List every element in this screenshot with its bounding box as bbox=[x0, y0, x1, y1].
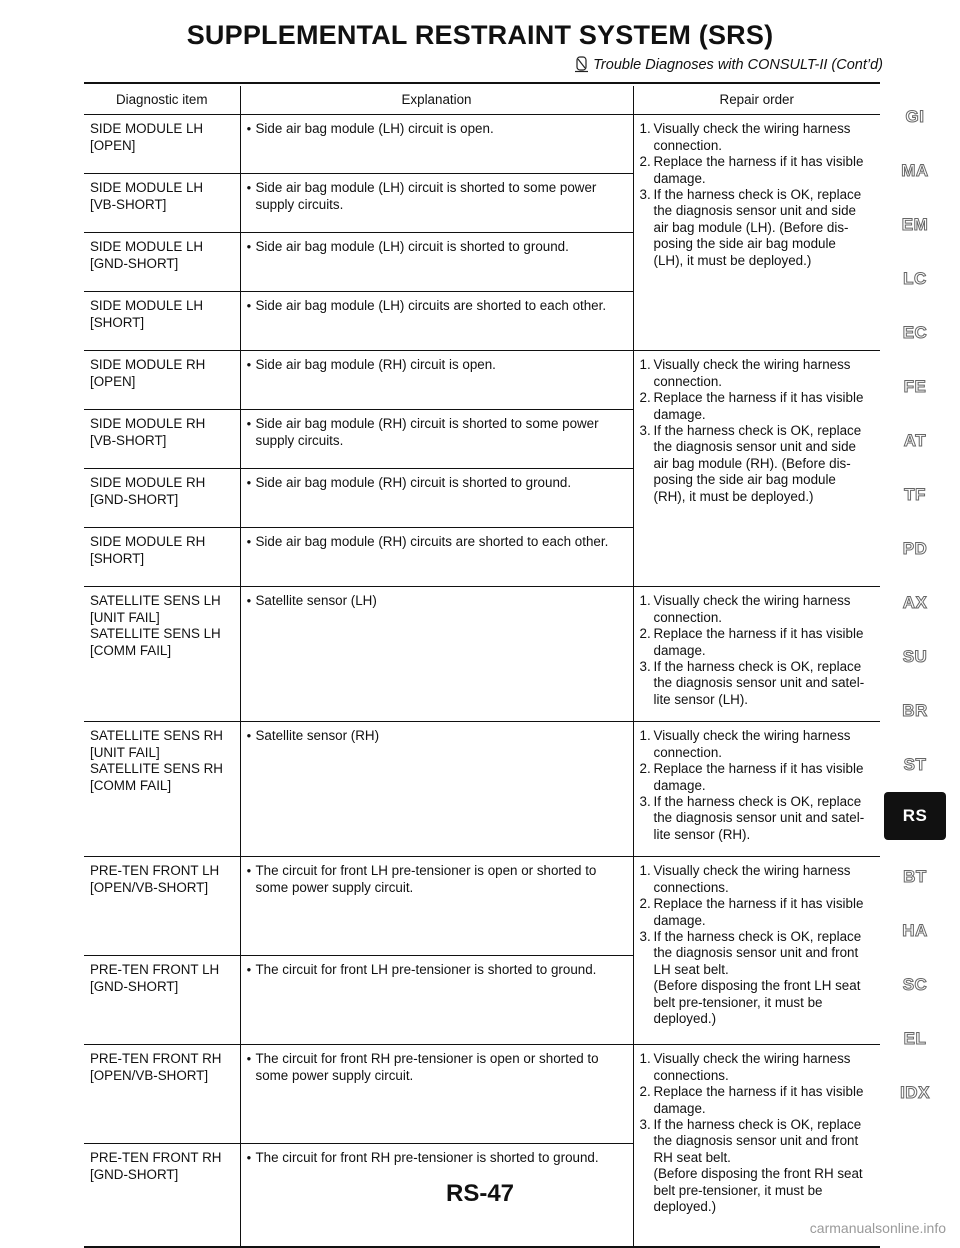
explanation-cell bbox=[240, 351, 633, 410]
section-tab-ec[interactable]: EC bbox=[902, 323, 928, 342]
repair-line: connections. bbox=[653, 1067, 729, 1083]
repair-line: Replace the harness if it has visible bbox=[653, 761, 864, 777]
repair-step-text bbox=[654, 593, 875, 626]
repair-line: damage. bbox=[653, 170, 706, 186]
repair-step-text bbox=[654, 659, 875, 708]
repair-step-text bbox=[654, 896, 875, 929]
diagnostic-item-line: [GND-SHORT] bbox=[90, 978, 179, 994]
diagnostic-item-line: [COMM FAIL] bbox=[90, 777, 172, 793]
repair-step bbox=[640, 121, 875, 154]
repair-step bbox=[640, 187, 875, 269]
section-tab-bt[interactable]: BT bbox=[903, 867, 927, 886]
bullet-icon: ● bbox=[246, 866, 252, 876]
explanation-text bbox=[256, 593, 377, 609]
explanation-bullet bbox=[247, 1150, 627, 1166]
explanation-text bbox=[256, 1051, 599, 1084]
explanation-line: supply circuits. bbox=[255, 432, 344, 448]
repair-step-text bbox=[654, 626, 875, 659]
diagnostic-item-cell bbox=[84, 115, 240, 174]
repair-step bbox=[640, 929, 875, 1027]
explanation-text bbox=[256, 180, 597, 213]
repair-line: connection. bbox=[653, 137, 722, 153]
diagnostic-item-line: SATELLITE SENS RH bbox=[90, 728, 223, 744]
bullet-icon: ● bbox=[246, 596, 252, 606]
bullet-icon: ● bbox=[246, 537, 252, 547]
diagnostic-item-line: SIDE MODULE RH bbox=[90, 534, 206, 550]
repair-step-text bbox=[654, 863, 875, 896]
diagnostic-item-line: PRE-TEN FRONT LH bbox=[90, 962, 220, 978]
diagnostic-item-cell bbox=[84, 956, 240, 1045]
repair-step-number: 1. bbox=[639, 1051, 651, 1067]
repair-step bbox=[640, 423, 875, 505]
diagnostic-item-cell bbox=[84, 292, 240, 351]
repair-line: lite sensor (RH). bbox=[653, 826, 751, 842]
explanation-cell bbox=[240, 233, 633, 292]
repair-order-cell bbox=[633, 722, 880, 857]
explanation-text bbox=[256, 298, 607, 314]
repair-line: If the harness check is OK, replace bbox=[653, 929, 862, 945]
diagnostic-item-line: PRE-TEN FRONT RH bbox=[90, 1150, 222, 1166]
repair-steps bbox=[640, 728, 875, 843]
column-header-explanation: Explanation bbox=[240, 86, 633, 115]
repair-step-text bbox=[654, 154, 875, 187]
diagnostic-item-line: [UNIT FAIL] bbox=[90, 609, 160, 625]
repair-step-number: 1. bbox=[639, 357, 651, 373]
explanation-line: The circuit for front RH pre-tensioner is open or shorted to bbox=[255, 1051, 599, 1067]
diagnostic-item-line: [OPEN/VB-SHORT] bbox=[90, 1067, 209, 1083]
diagnostic-item-line: SIDE MODULE RH bbox=[90, 416, 206, 432]
explanation-line: supply circuits. bbox=[255, 196, 344, 212]
repair-steps bbox=[640, 593, 875, 708]
explanation-line: The circuit for front LH pre-tensioner is open or shorted to bbox=[255, 863, 597, 879]
repair-step-text bbox=[654, 761, 875, 794]
repair-line: If the harness check is OK, replace bbox=[653, 794, 862, 810]
column-header-diagnostic-item: Diagnostic item bbox=[84, 86, 240, 115]
diagnostic-item-line: [GND-SHORT] bbox=[90, 1166, 179, 1182]
repair-step-number: 2. bbox=[639, 1084, 651, 1100]
explanation-text bbox=[256, 239, 569, 255]
repair-line: Replace the harness if it has visible bbox=[653, 154, 864, 170]
diagnostic-item-cell bbox=[84, 174, 240, 233]
diagnostic-item-line: [GND-SHORT] bbox=[90, 255, 179, 271]
repair-line: damage. bbox=[653, 912, 706, 928]
repair-line: Replace the harness if it has visible bbox=[653, 1084, 864, 1100]
explanation-bullet bbox=[247, 239, 627, 255]
repair-step-text bbox=[654, 728, 875, 761]
repair-step bbox=[640, 659, 875, 708]
section-tab-sc[interactable]: SC bbox=[902, 975, 928, 994]
repair-step-number: 1. bbox=[639, 121, 651, 137]
explanation-line: some power supply circuit. bbox=[255, 879, 414, 895]
explanation-cell bbox=[240, 722, 633, 857]
bullet-icon: ● bbox=[246, 731, 252, 741]
repair-line: Replace the harness if it has visible bbox=[653, 626, 864, 642]
repair-line: damage. bbox=[653, 1100, 706, 1116]
repair-line: connection. bbox=[653, 744, 722, 760]
explanation-line: Side air bag module (RH) circuit is shorted to ground. bbox=[255, 475, 572, 491]
repair-line: Visually check the wiring harness bbox=[653, 863, 851, 879]
explanation-text bbox=[256, 534, 609, 550]
explanation-bullet bbox=[247, 1051, 627, 1084]
repair-order-cell bbox=[633, 115, 880, 351]
explanation-text bbox=[256, 121, 494, 137]
repair-line: the diagnosis sensor unit and front bbox=[653, 945, 859, 961]
repair-order-cell bbox=[633, 351, 880, 587]
explanation-cell bbox=[240, 857, 633, 956]
section-tab-at[interactable]: AT bbox=[903, 431, 927, 450]
repair-line: damage. bbox=[653, 642, 706, 658]
explanation-line: Side air bag module (LH) circuit is shorted to some power bbox=[255, 180, 597, 196]
explanation-cell bbox=[240, 528, 633, 587]
bullet-icon: ● bbox=[246, 478, 252, 488]
repair-step-number: 2. bbox=[639, 154, 651, 170]
repair-steps bbox=[640, 121, 875, 269]
explanation-line: Side air bag module (RH) circuit is open. bbox=[255, 357, 496, 373]
explanation-line: Side air bag module (LH) circuits are shorted to each other. bbox=[255, 298, 607, 314]
repair-step bbox=[640, 626, 875, 659]
repair-line: connection. bbox=[653, 373, 722, 389]
repair-line: Replace the harness if it has visible bbox=[653, 896, 864, 912]
explanation-bullet bbox=[247, 728, 627, 744]
section-tab-ha[interactable]: HA bbox=[902, 921, 928, 940]
explanation-bullet bbox=[247, 863, 627, 896]
repair-line: Visually check the wiring harness bbox=[653, 357, 851, 373]
diagnostic-item-line: SATELLITE SENS RH bbox=[90, 761, 223, 777]
bullet-icon: ● bbox=[246, 1153, 252, 1163]
diagnostic-item-line: PRE-TEN FRONT LH bbox=[90, 863, 220, 879]
section-subtitle bbox=[574, 56, 883, 73]
repair-line: the diagnosis sensor unit and front bbox=[653, 1133, 859, 1149]
repair-line: the diagnosis sensor unit and satel- bbox=[653, 675, 865, 691]
repair-line: RH seat belt. bbox=[653, 1149, 731, 1165]
repair-line: deployed.) bbox=[653, 1011, 717, 1027]
explanation-cell bbox=[240, 292, 633, 351]
explanation-text bbox=[256, 416, 599, 449]
explanation-line: Satellite sensor (RH) bbox=[255, 728, 380, 744]
diagnostic-item-line: SATELLITE SENS LH bbox=[90, 593, 221, 609]
repair-line: (RH), it must be deployed.) bbox=[653, 488, 814, 504]
repair-line: Visually check the wiring harness bbox=[653, 121, 851, 137]
repair-line: the diagnosis sensor unit and side bbox=[653, 203, 856, 219]
table-row bbox=[84, 1045, 880, 1144]
bullet-icon: ● bbox=[246, 242, 252, 252]
bullet-icon: ● bbox=[246, 301, 252, 311]
repair-step-number: 2. bbox=[639, 626, 651, 642]
repair-line: damage. bbox=[653, 406, 706, 422]
diagnostic-item-cell bbox=[84, 528, 240, 587]
table-row bbox=[84, 722, 880, 857]
page-number: RS-47 bbox=[445, 1180, 515, 1207]
explanation-text bbox=[256, 863, 597, 896]
explanation-bullet bbox=[247, 962, 627, 978]
explanation-bullet bbox=[247, 475, 627, 491]
repair-step-number: 3. bbox=[639, 659, 651, 675]
explanation-line: Side air bag module (LH) circuit is shorted to ground. bbox=[255, 239, 569, 255]
explanation-text bbox=[256, 728, 380, 744]
explanation-text bbox=[256, 357, 496, 373]
repair-step bbox=[640, 154, 875, 187]
section-tab-pd[interactable]: PD bbox=[902, 539, 928, 558]
diagnostic-item-line: [OPEN/VB-SHORT] bbox=[90, 879, 209, 895]
repair-line: If the harness check is OK, replace bbox=[653, 423, 862, 439]
explanation-bullet bbox=[247, 593, 627, 609]
diagnostic-item-line: [GND-SHORT] bbox=[90, 491, 179, 507]
repair-line: connections. bbox=[653, 879, 729, 895]
diagnostic-item-line: [COMM FAIL] bbox=[90, 642, 172, 658]
bullet-icon: ● bbox=[246, 183, 252, 193]
explanation-bullet bbox=[247, 416, 627, 449]
section-tab-em[interactable]: EM bbox=[901, 215, 929, 234]
explanation-cell bbox=[240, 115, 633, 174]
explanation-cell bbox=[240, 469, 633, 528]
table-row bbox=[84, 857, 880, 956]
explanation-line: The circuit for front LH pre-tensioner is shorted to ground. bbox=[255, 962, 597, 978]
repair-step bbox=[640, 794, 875, 843]
diagnostic-item-line: [OPEN] bbox=[90, 137, 136, 153]
repair-step-text bbox=[654, 390, 875, 423]
repair-step bbox=[640, 390, 875, 423]
explanation-bullet bbox=[247, 180, 627, 213]
explanation-bullet bbox=[247, 357, 627, 373]
explanation-bullet bbox=[247, 121, 627, 137]
repair-line: Replace the harness if it has visible bbox=[653, 390, 864, 406]
bullet-icon: ● bbox=[246, 360, 252, 370]
table-row bbox=[84, 115, 880, 174]
explanation-cell bbox=[240, 956, 633, 1045]
section-tab-ax[interactable]: AX bbox=[902, 593, 928, 612]
repair-line: lite sensor (LH). bbox=[653, 691, 749, 707]
diagnostic-item-cell bbox=[84, 410, 240, 469]
repair-line: deployed.) bbox=[653, 1199, 717, 1215]
diagnostic-item-cell bbox=[84, 587, 240, 722]
section-tab-gi[interactable]: GI bbox=[905, 107, 925, 126]
diagnostic-item-line: SIDE MODULE LH bbox=[90, 239, 204, 255]
repair-step-text bbox=[654, 187, 875, 269]
repair-step-number: 3. bbox=[639, 1117, 651, 1133]
repair-step-number: 3. bbox=[639, 423, 651, 439]
repair-line: belt pre-tensioner, it must be bbox=[653, 994, 823, 1010]
bullet-icon: ● bbox=[246, 419, 252, 429]
diagnostic-item-line: [SHORT] bbox=[90, 550, 145, 566]
repair-step-number: 3. bbox=[639, 929, 651, 945]
diagnostic-item-line: [SHORT] bbox=[90, 314, 145, 330]
diagnostic-table bbox=[84, 86, 880, 1248]
explanation-line: some power supply circuit. bbox=[255, 1067, 414, 1083]
repair-order-cell bbox=[633, 587, 880, 722]
repair-line: the diagnosis sensor unit and satel- bbox=[653, 810, 865, 826]
diagnostic-item-line: [UNIT FAIL] bbox=[90, 744, 160, 760]
repair-step bbox=[640, 593, 875, 626]
repair-line: (Before disposing the front LH seat bbox=[653, 978, 861, 994]
repair-step bbox=[640, 896, 875, 929]
section-tab-su[interactable]: SU bbox=[902, 647, 928, 666]
repair-step bbox=[640, 863, 875, 896]
repair-line: If the harness check is OK, replace bbox=[653, 187, 862, 203]
diagnostic-item-line: SIDE MODULE LH bbox=[90, 121, 204, 137]
page-title: SUPPLEMENTAL RESTRAINT SYSTEM (SRS) bbox=[186, 20, 774, 50]
explanation-cell bbox=[240, 587, 633, 722]
section-tab-fe[interactable]: FE bbox=[903, 377, 927, 396]
table-row bbox=[84, 351, 880, 410]
diagnostic-item-cell bbox=[84, 857, 240, 956]
repair-step bbox=[640, 728, 875, 761]
explanation-line: Side air bag module (LH) circuit is open. bbox=[255, 121, 494, 137]
repair-line: connection. bbox=[653, 609, 722, 625]
explanation-bullet bbox=[247, 534, 627, 550]
diagnostic-item-line: SIDE MODULE RH bbox=[90, 475, 206, 491]
section-tab-st[interactable]: ST bbox=[903, 755, 927, 774]
repair-line: Visually check the wiring harness bbox=[653, 1051, 851, 1067]
diagnostic-item-cell bbox=[84, 233, 240, 292]
diagnostic-item-line: [VB-SHORT] bbox=[90, 432, 167, 448]
diagnostic-item-cell bbox=[84, 469, 240, 528]
explanation-line: Satellite sensor (LH) bbox=[255, 593, 377, 609]
repair-steps bbox=[640, 357, 875, 505]
repair-line: Visually check the wiring harness bbox=[653, 728, 851, 744]
repair-step-number: 1. bbox=[639, 593, 651, 609]
repair-line: air bag module (RH). (Before dis- bbox=[653, 455, 851, 471]
repair-step bbox=[640, 357, 875, 390]
repair-line: Visually check the wiring harness bbox=[653, 593, 851, 609]
bullet-icon: ● bbox=[246, 124, 252, 134]
section-tab-lc[interactable]: LC bbox=[903, 269, 927, 288]
header-rule bbox=[84, 82, 880, 84]
explanation-cell bbox=[240, 410, 633, 469]
repair-order-cell bbox=[633, 857, 880, 1045]
repair-step-number: 2. bbox=[639, 761, 651, 777]
repair-step-number: 2. bbox=[639, 390, 651, 406]
repair-steps bbox=[640, 863, 875, 1027]
diagnostic-item-cell bbox=[84, 351, 240, 410]
repair-step-number: 3. bbox=[639, 794, 651, 810]
repair-step-number: 2. bbox=[639, 896, 651, 912]
section-tab-ma[interactable]: MA bbox=[901, 161, 929, 180]
section-tab-rs[interactable]: RS bbox=[884, 792, 946, 840]
watermark: carmanualsonline.info bbox=[809, 1220, 946, 1236]
repair-step-number: 1. bbox=[639, 863, 651, 879]
bullet-icon: ● bbox=[246, 965, 252, 975]
diagnostic-item-line: PRE-TEN FRONT RH bbox=[90, 1051, 222, 1067]
repair-line: posing the side air bag module bbox=[653, 472, 836, 488]
explanation-line: Side air bag module (RH) circuit is shorted to some power bbox=[255, 416, 599, 432]
repair-step-number: 1. bbox=[639, 728, 651, 744]
explanation-text bbox=[256, 475, 572, 491]
repair-line: LH seat belt. bbox=[653, 961, 729, 977]
explanation-line: Side air bag module (RH) circuits are shorted to each other. bbox=[255, 534, 609, 550]
column-header-repair-order: Repair order bbox=[633, 86, 880, 115]
repair-step-text bbox=[654, 929, 875, 1027]
section-tab-tf[interactable]: TF bbox=[904, 485, 926, 504]
explanation-bullet bbox=[247, 298, 627, 314]
repair-line: (Before disposing the front RH seat bbox=[653, 1166, 863, 1182]
bullet-icon: ● bbox=[246, 1054, 252, 1064]
explanation-text bbox=[256, 1150, 599, 1166]
section-tab-idx[interactable]: IDX bbox=[900, 1083, 930, 1102]
explanation-line: The circuit for front RH pre-tensioner is shorted to ground. bbox=[255, 1150, 599, 1166]
repair-line: (LH), it must be deployed.) bbox=[653, 252, 812, 268]
diagnostic-item-line: [OPEN] bbox=[90, 373, 136, 389]
repair-step-text bbox=[654, 1084, 875, 1117]
repair-step bbox=[640, 761, 875, 794]
repair-step bbox=[640, 1051, 875, 1084]
section-tab-br[interactable]: BR bbox=[902, 701, 928, 720]
diagnostic-item-line: SATELLITE SENS LH bbox=[90, 626, 221, 642]
table-header-row bbox=[84, 86, 880, 115]
repair-line: posing the side air bag module bbox=[653, 236, 836, 252]
repair-step-text bbox=[654, 1051, 875, 1084]
repair-line: If the harness check is OK, replace bbox=[653, 659, 862, 675]
diagnostic-item-line: SIDE MODULE RH bbox=[90, 357, 206, 373]
repair-step-text bbox=[654, 794, 875, 843]
explanation-cell bbox=[240, 1045, 633, 1144]
seat-belt-icon bbox=[574, 56, 589, 73]
repair-line: If the harness check is OK, replace bbox=[653, 1117, 862, 1133]
repair-order-cell bbox=[633, 1045, 880, 1248]
diagnostic-item-line: SIDE MODULE LH bbox=[90, 180, 204, 196]
repair-line: belt pre-tensioner, it must be bbox=[653, 1182, 823, 1198]
repair-line: the diagnosis sensor unit and side bbox=[653, 439, 856, 455]
explanation-text bbox=[256, 962, 597, 978]
repair-step bbox=[640, 1084, 875, 1117]
repair-step-number: 3. bbox=[639, 187, 651, 203]
section-subtitle-text: Trouble Diagnoses with CONSULT-II (Cont’d) bbox=[593, 56, 883, 73]
repair-line: damage. bbox=[653, 777, 706, 793]
repair-step-text bbox=[654, 121, 875, 154]
repair-line: air bag module (LH). (Before dis- bbox=[653, 219, 849, 235]
diagnostic-item-cell bbox=[84, 1045, 240, 1144]
diagnostic-item-line: SIDE MODULE LH bbox=[90, 298, 204, 314]
diagnostic-item-cell bbox=[84, 722, 240, 857]
repair-step-text bbox=[654, 423, 875, 505]
diagnostic-item-line: [VB-SHORT] bbox=[90, 196, 167, 212]
table-row bbox=[84, 587, 880, 722]
repair-step-text bbox=[654, 357, 875, 390]
section-tab-el[interactable]: EL bbox=[903, 1029, 927, 1048]
explanation-cell bbox=[240, 174, 633, 233]
